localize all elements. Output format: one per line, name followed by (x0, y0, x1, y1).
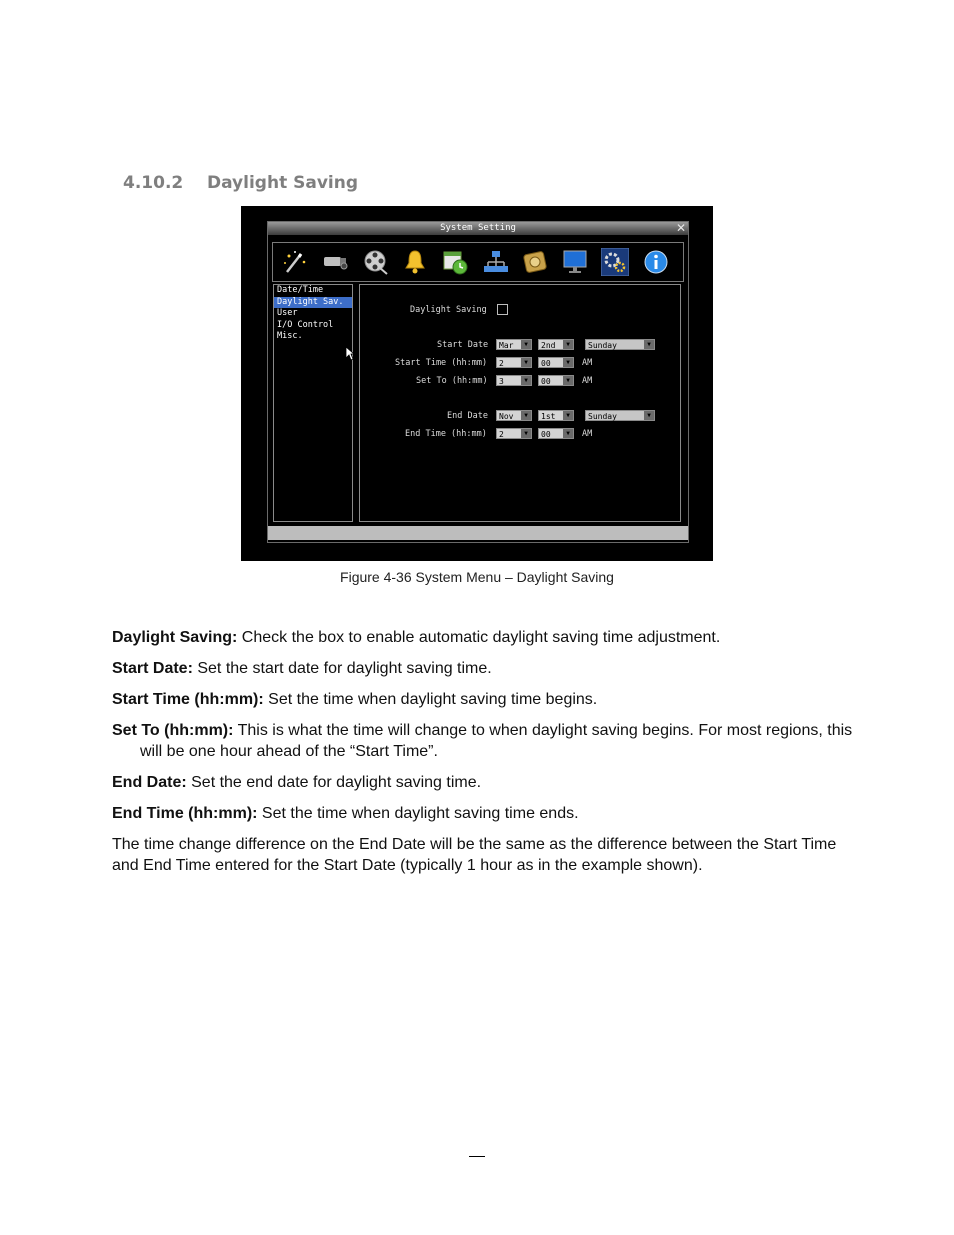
film-reel-icon[interactable] (362, 248, 390, 276)
toolbar (272, 242, 684, 282)
chevron-down-icon: ▼ (521, 340, 531, 349)
desc-daylight-saving (112, 627, 842, 648)
end-day-value: Sunday (588, 412, 617, 421)
gear-icon[interactable] (601, 248, 629, 276)
end-time-label: End Time (hh:mm) (405, 429, 487, 439)
set-to-hour-select[interactable] (496, 375, 532, 386)
term: Start Date: (112, 660, 193, 677)
set-to-hour-value: 3 (499, 377, 504, 386)
closing-paragraph: The time change difference on the End Date will be the same as the difference between the Start Time and End Time entered for the Start Date (typically 1 hour as in the example shown). (112, 836, 837, 874)
desc-set-to (112, 720, 870, 762)
start-hour-value: 2 (499, 359, 504, 368)
page-footer-rule (469, 1156, 485, 1157)
set-to-minute-value: 00 (541, 377, 551, 386)
definition: Set the time when daylight saving time ends. (257, 805, 579, 822)
daylight-saving-checkbox[interactable] (497, 304, 508, 315)
desc-end-time (112, 803, 842, 824)
hard-disk-icon[interactable] (522, 248, 550, 276)
system-setting-screenshot (241, 206, 713, 561)
set-to-minute-select[interactable] (538, 375, 574, 386)
chevron-down-icon: ▼ (521, 429, 531, 438)
term: Start Time (hh:mm): (112, 691, 264, 708)
definition: Set the start date for daylight saving time. (192, 660, 492, 677)
term: End Time (hh:mm): (112, 805, 258, 822)
start-minute-value: 00 (541, 359, 551, 368)
start-week-value: 2nd (541, 341, 556, 350)
definition: Set the end date for daylight saving time. (186, 774, 482, 791)
start-month-select[interactable] (496, 339, 532, 350)
figure-caption: Figure 4-36 System Menu – Daylight Saving (340, 569, 614, 585)
start-day-value: Sunday (588, 341, 617, 350)
start-minute-select[interactable] (538, 357, 574, 368)
close-icon[interactable]: ✕ (675, 221, 686, 235)
start-date-label: Start Date (437, 340, 489, 350)
system-setting-window (267, 221, 689, 543)
magic-wand-icon[interactable] (281, 248, 309, 276)
sidebar-item-io-control[interactable]: I/O Control (277, 319, 334, 330)
mouse-cursor-icon (345, 346, 355, 361)
status-bar (268, 526, 688, 540)
window-title: System Setting (440, 223, 516, 233)
set-to-ampm: AM (582, 376, 593, 386)
chevron-down-icon: ▼ (521, 376, 531, 385)
start-day-select[interactable] (585, 339, 655, 350)
chevron-down-icon: ▼ (563, 340, 573, 349)
sidebar-item-user[interactable]: User (277, 308, 298, 318)
end-date-label: End Date (447, 411, 488, 421)
chevron-down-icon: ▼ (563, 376, 573, 385)
camera-icon[interactable] (321, 248, 349, 276)
term: End Date: (112, 774, 187, 791)
monitor-icon[interactable] (561, 248, 589, 276)
daylight-saving-label: Daylight Saving (410, 305, 487, 315)
end-hour-select[interactable] (496, 428, 532, 439)
end-ampm: AM (582, 429, 593, 439)
bell-icon[interactable] (401, 248, 429, 276)
sidebar-item-date-time[interactable]: Date/Time (277, 285, 324, 295)
term: Set To (hh:mm): (112, 722, 234, 739)
start-ampm: AM (582, 358, 593, 368)
section-number: 4.10.2 (123, 173, 184, 193)
chevron-down-icon: ▼ (563, 411, 573, 420)
end-month-value: Nov (499, 412, 514, 421)
end-hour-value: 2 (499, 430, 504, 439)
end-day-select[interactable] (585, 410, 655, 421)
chevron-down-icon: ▼ (521, 358, 531, 367)
section-heading (123, 173, 358, 193)
sidebar-item-misc[interactable]: Misc. (277, 331, 303, 341)
desc-end-date (112, 772, 842, 793)
desc-start-time (112, 689, 842, 710)
chevron-down-icon: ▼ (563, 358, 573, 367)
set-to-label: Set To (hh:mm) (416, 376, 488, 386)
chevron-down-icon: ▼ (563, 429, 573, 438)
daylight-saving-panel (359, 284, 681, 522)
network-icon[interactable] (482, 248, 510, 276)
end-week-value: 1st (541, 412, 556, 421)
start-time-label: Start Time (hh:mm) (395, 358, 488, 368)
end-week-select[interactable] (538, 410, 574, 421)
start-month-value: Mar (499, 341, 514, 350)
sidebar-item-daylight-saving[interactable]: Daylight Sav. (274, 297, 352, 309)
definition: Set the time when daylight saving time begins. (263, 691, 598, 708)
definition: Check the box to enable automatic daylight saving time adjustment. (237, 629, 721, 646)
end-minute-select[interactable] (538, 428, 574, 439)
end-minute-value: 00 (541, 430, 551, 439)
end-month-select[interactable] (496, 410, 532, 421)
info-icon[interactable] (642, 248, 670, 276)
sidebar-menu (273, 284, 353, 522)
start-week-select[interactable] (538, 339, 574, 350)
schedule-icon[interactable] (441, 248, 469, 276)
term: Daylight Saving: (112, 629, 238, 646)
definition: This is what the time will change to when daylight saving begins. For most regions, this will be one hour ahead of the “Start Time”. (140, 722, 853, 760)
chevron-down-icon: ▼ (644, 411, 654, 420)
desc-start-date (112, 658, 842, 679)
start-hour-select[interactable] (496, 357, 532, 368)
window-titlebar (268, 222, 688, 235)
chevron-down-icon: ▼ (521, 411, 531, 420)
chevron-down-icon: ▼ (644, 340, 654, 349)
section-title: Daylight Saving (207, 173, 359, 193)
